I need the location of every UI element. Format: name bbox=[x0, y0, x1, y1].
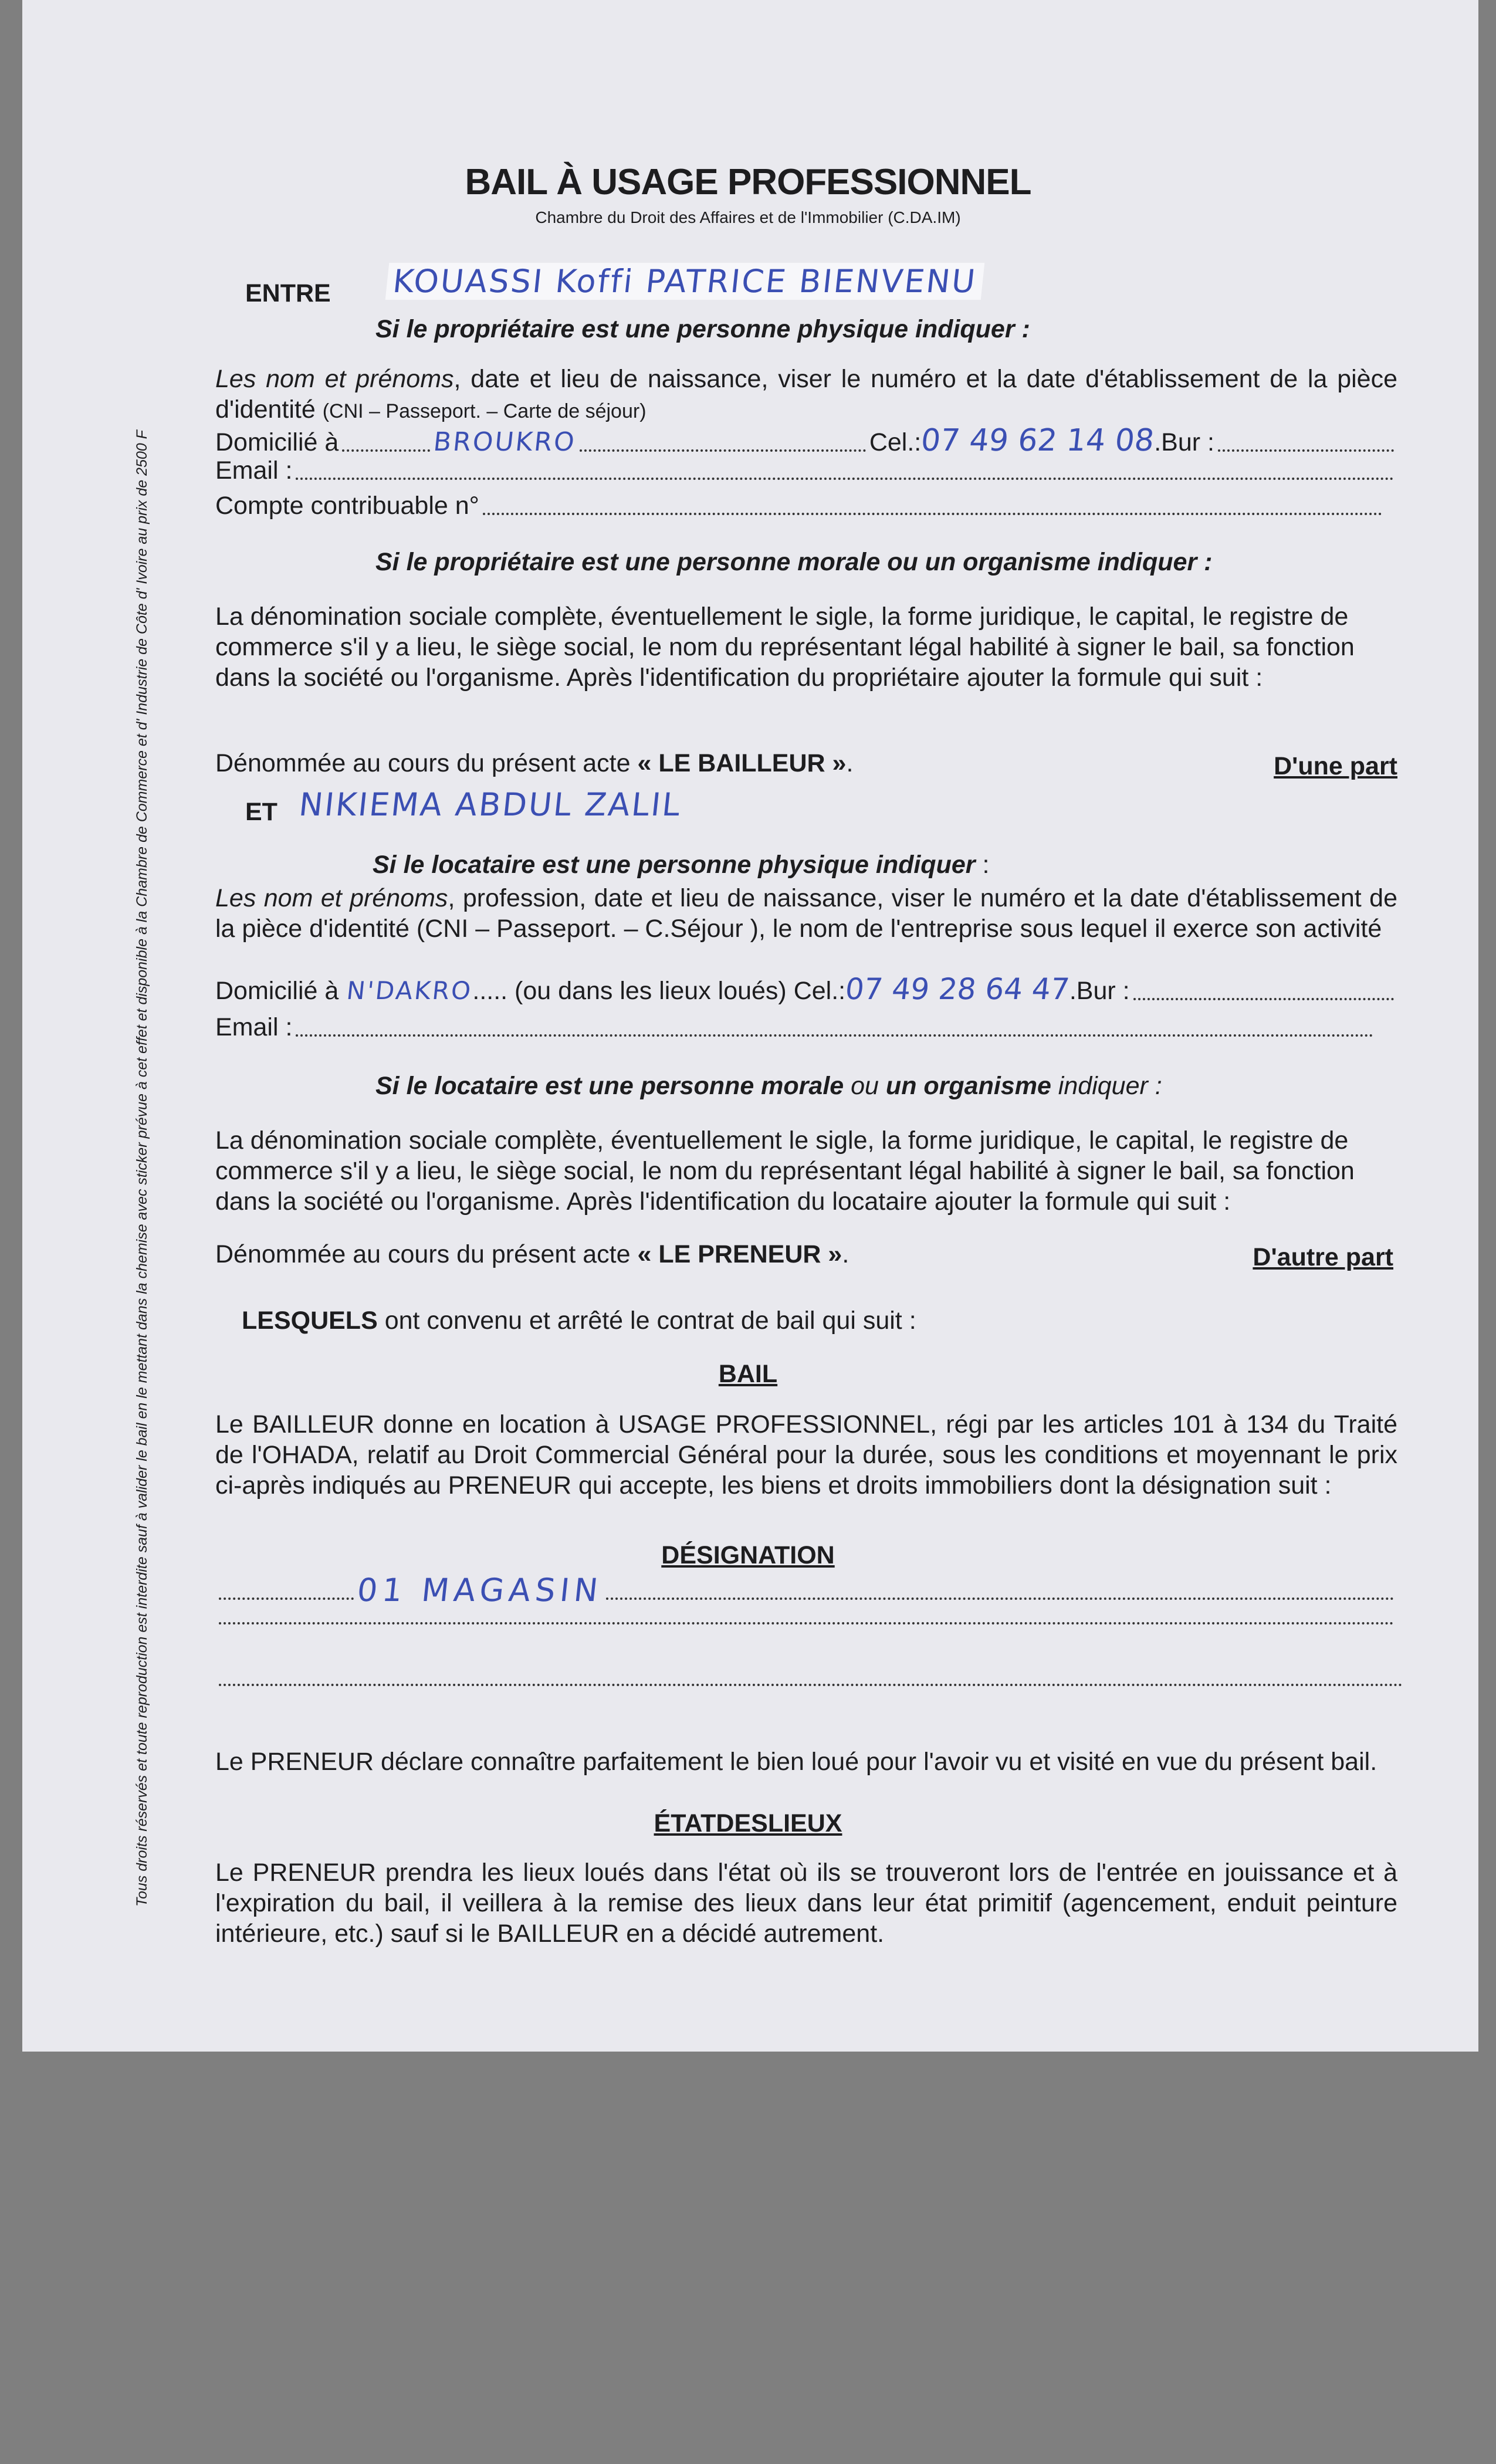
bailleur-name-handwritten: KOUASSI Koffi PATRICE BIENVENU bbox=[385, 263, 984, 300]
preneur-morale-heading bbox=[375, 1071, 1162, 1101]
instr-text: , profession, date et lieu de naissance, viser le numéro et la date d'établissement de la pièce d'identité (CNI – Passeport. – C.Séjour ), le nom de l'entreprise sous lequel il exerce son activité bbox=[215, 884, 1397, 943]
designation-line-2[interactable] bbox=[215, 1622, 1397, 1630]
email-label: Email : bbox=[215, 456, 293, 485]
lesquels-text: ont convenu et arrêté le contrat de bail qui suit : bbox=[377, 1307, 916, 1335]
bailleur-physique-instructions bbox=[215, 364, 1397, 427]
etat-des-lieux-text: Le PRENEUR prendra les lieux loués dans l'état où ils se trouveront lors de l'entrée en jouissance et à l'expiration du bail, il veillera à la remise des lieux dans leur état primitif (agencement, enduit peinture intérieure, etc.) sauf si le BAILLEUR en a décidé autrement. bbox=[215, 1859, 1397, 1948]
compte-field[interactable] bbox=[483, 513, 1382, 515]
preneur-denommee bbox=[215, 1239, 849, 1270]
preneur-physique-heading: Si le locataire est une personne physique indiquer bbox=[373, 851, 976, 879]
bailleur-domicile-row bbox=[215, 425, 1397, 458]
bailleur-denommee bbox=[215, 748, 853, 779]
domicile-label: Domicilié à bbox=[215, 428, 339, 456]
designation-heading: DÉSIGNATION bbox=[661, 1541, 835, 1569]
heading-part: indiquer : bbox=[1051, 1072, 1162, 1100]
bailleur-morale-instructions: La dénomination sociale complète, éventuellement le sigle, la forme juridique, le capital, le registre de commerce s'il y a lieu, le siège social, le nom du représentant légal habilité à signer le bail, sa fonction dans la société ou l'organisme. Après l'identification du propriétaire ajouter la formule qui suit : bbox=[215, 603, 1355, 692]
preneur-physique-heading-row: Si le locataire est une personne physique indiquer : bbox=[373, 851, 990, 879]
instr-italic: Les nom et prénoms bbox=[215, 884, 448, 912]
bur-label: .Bur : bbox=[1069, 977, 1130, 1005]
preneur-email-row bbox=[215, 1012, 1377, 1043]
bur-field[interactable] bbox=[1218, 449, 1394, 452]
domicile-label: Domicilié à bbox=[215, 977, 339, 1005]
heading-part: ou bbox=[844, 1072, 886, 1100]
document-title: BAIL À USAGE PROFESSIONNEL bbox=[465, 162, 1031, 202]
document-subtitle: Chambre du Droit des Affaires et de l'Immobilier (C.DA.IM) bbox=[535, 208, 961, 226]
d-une-part: D'une part bbox=[1274, 752, 1397, 780]
etat-des-lieux-heading: ÉTATDESLIEUX bbox=[654, 1809, 842, 1837]
bail-heading: BAIL bbox=[718, 1360, 778, 1388]
domicile-value[interactable]: N'DAKRO bbox=[345, 976, 475, 1005]
lieux-label: ..... (ou dans les lieux loués) Cel.: bbox=[472, 977, 846, 1005]
instr-text: , date et lieu de naissance, viser le numéro et la date d'établissement de la pièce d'identité bbox=[215, 365, 1397, 424]
email-field[interactable] bbox=[296, 1034, 1373, 1037]
instr-italic: Les nom et prénoms bbox=[215, 365, 454, 393]
dotted-fill bbox=[342, 449, 430, 452]
email-field[interactable] bbox=[296, 478, 1394, 480]
dotted-fill bbox=[606, 1597, 1394, 1600]
designation-declaration: Le PRENEUR déclare connaître parfaitement le bien loué pour l'avoir vu et visité en vue du présent bail. bbox=[215, 1748, 1377, 1776]
heading-part: Si le locataire est une personne morale bbox=[375, 1072, 844, 1100]
instr-small: (CNI – Passeport. – Carte de séjour) bbox=[322, 400, 647, 422]
preneur-domicile-row bbox=[215, 974, 1397, 1006]
heading-part: un organisme bbox=[885, 1072, 1051, 1100]
designation-value[interactable]: 01 MAGASIN bbox=[355, 1572, 605, 1609]
denommee-prefix: Dénommée au cours du présent acte bbox=[215, 749, 638, 777]
bailleur-email-row bbox=[215, 455, 1397, 486]
dotted-fill bbox=[219, 1597, 354, 1600]
et-label: ET bbox=[245, 798, 277, 826]
entre-label: ENTRE bbox=[245, 279, 331, 307]
email-label: Email : bbox=[215, 1013, 293, 1041]
cel-value[interactable]: 07 49 62 14 08 bbox=[919, 423, 1156, 458]
denommee-term: « LE BAILLEUR » bbox=[637, 749, 847, 777]
preneur-physique-instructions bbox=[215, 883, 1397, 944]
denommee-suffix: . bbox=[846, 749, 854, 777]
bur-label: .Bur : bbox=[1154, 428, 1214, 456]
preneur-morale-instructions: La dénomination sociale complète, éventuellement le sigle, la forme juridique, le capital, le registre de commerce s'il y a lieu, le siège social, le nom du représentant légal habilité à signer le bail, sa fonction dans la société ou l'organisme. Après l'identification du locataire ajouter la formule qui suit : bbox=[215, 1126, 1355, 1216]
bailleur-compte-row bbox=[215, 490, 1386, 521]
bailleur-physique-heading: Si le propriétaire est une personne physique indiquer : bbox=[375, 315, 1030, 343]
bur-field[interactable] bbox=[1133, 998, 1394, 1000]
denommee-prefix: Dénommée au cours du présent acte bbox=[215, 1240, 638, 1268]
dotted-fill bbox=[580, 449, 866, 452]
designation-line-3[interactable] bbox=[215, 1684, 1406, 1692]
designation-line-1 bbox=[215, 1572, 1397, 1609]
bail-text: Le BAILLEUR donne en location à USAGE PROFESSIONNEL, régi par les articles 101 à 134 du Traité de l'OHADA, relatif au Droit Commercial Général pour la durée, sous les conditions et moyennant le prix ci-après indiqués au PRENEUR qui accepte, les biens et droits immobiliers dont la désignation suit : bbox=[215, 1410, 1397, 1500]
lesquels-statement bbox=[242, 1305, 916, 1336]
designation-field[interactable] bbox=[219, 1622, 1394, 1624]
preneur-name-handwritten: NIKIEMA ABDUL ZALIL bbox=[297, 786, 684, 823]
side-copyright-notice: Tous droits réservés et toute reproduction est interdite sauf à valider le bail en le mettant dans la chemise avec sticker prévue à cet effet et disponible à la Chambre de Commerce et d' Industrie de Côte d' Ivoire au prix de 2500 F bbox=[134, 430, 150, 1907]
d-autre-part: D'autre part bbox=[1253, 1243, 1393, 1271]
domicile-value[interactable]: BROUKRO bbox=[432, 427, 578, 457]
lesquels-bold: LESQUELS bbox=[242, 1307, 378, 1335]
designation-field[interactable] bbox=[219, 1684, 1403, 1686]
cel-label: Cel.: bbox=[869, 428, 922, 456]
compte-label: Compte contribuable n° bbox=[215, 492, 479, 520]
denommee-term: « LE PRENEUR » bbox=[637, 1240, 842, 1268]
denommee-suffix: . bbox=[842, 1240, 849, 1268]
cel-value[interactable]: 07 49 28 64 47 bbox=[844, 972, 1071, 1006]
bailleur-morale-heading: Si le propriétaire est une personne morale ou un organisme indiquer : bbox=[375, 548, 1213, 576]
